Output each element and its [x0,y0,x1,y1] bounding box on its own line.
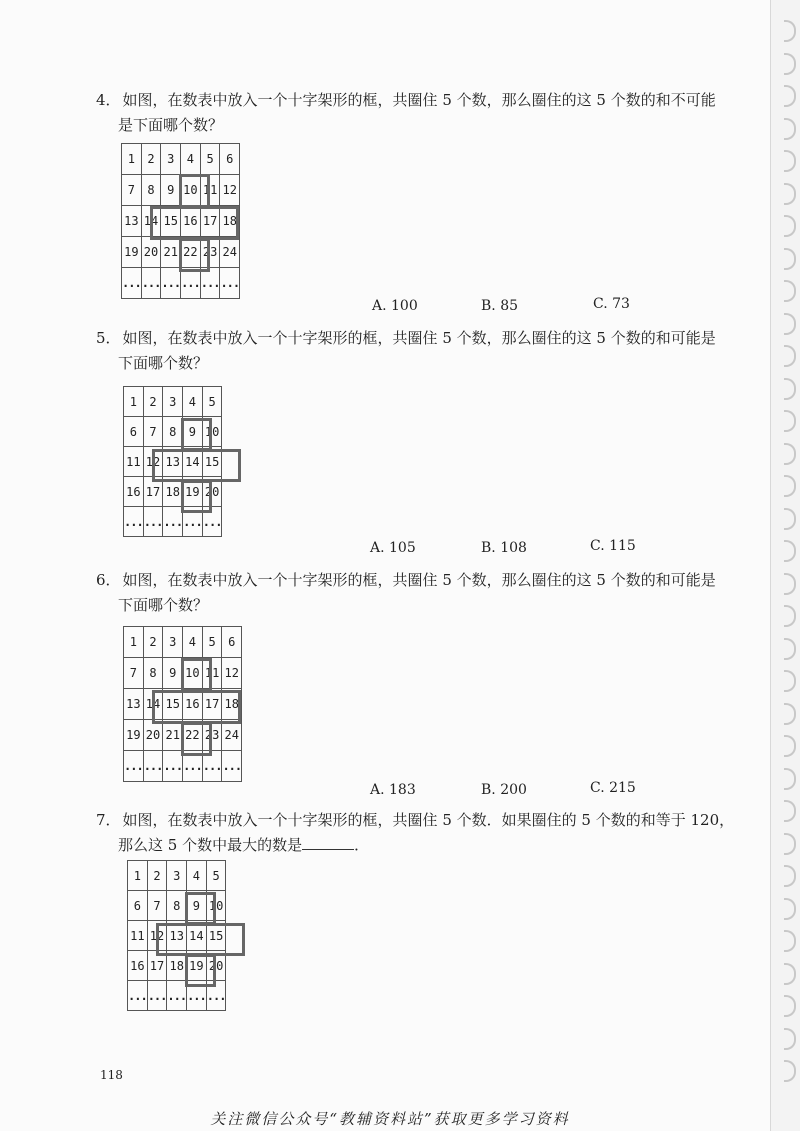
grid-cell: 13 [163,447,183,477]
grid-cell: 17 [200,206,220,237]
binding-ring [784,280,796,302]
grid-cell: 2 [143,627,163,658]
grid-cell: 21 [163,720,183,751]
grid-cell: 11 [202,658,222,689]
binding-ring [784,248,796,270]
grid-cell: ... [222,751,242,782]
grid-cell: 17 [143,477,163,507]
grid-cell: 13 [167,921,187,951]
grid-cell: 19 [122,237,142,268]
binding-ring [784,670,796,692]
grid-cell: 17 [202,689,222,720]
question-text: 如图，在数表中放入一个十字架形的框，共圈住 5 个数．如果圈住的 5 个数的和等于 120， [122,811,735,829]
grid-row [128,951,226,981]
grid-cell: 4 [183,627,203,658]
option-c[interactable]: C. 215 [590,780,636,796]
grid-cell: 6 [128,891,148,921]
grid-cell: 17 [147,951,167,981]
grid-cell: 8 [141,175,161,206]
grid-cell: 10 [206,891,226,921]
grid-cell: 10 [183,658,203,689]
grid-cell: 19 [124,720,144,751]
question-text-line2: 是下面哪个数？ [118,116,224,134]
question-7 [96,808,736,858]
grid-cell: 16 [128,951,148,981]
grid-cell: 1 [124,627,144,658]
grid-cell: ... [163,751,183,782]
grid-cell: ... [122,268,142,299]
grid-row [124,477,222,507]
grid-cell: 5 [202,387,222,417]
grid-cell: ... [124,751,144,782]
question-text-line2: 下面哪个数？ [118,596,209,614]
grid-cell: ... [202,751,222,782]
grid-cell: 20 [202,477,222,507]
binding-ring [784,53,796,75]
grid-cell: 12 [220,175,240,206]
binding-ring [784,85,796,107]
grid-cell: 4 [183,387,203,417]
grid-row [124,507,222,537]
grid-cell: 9 [187,891,207,921]
grid-cell: 14 [183,447,203,477]
binding-ring [784,118,796,140]
grid-cell: 8 [167,891,187,921]
question-text: 如图，在数表中放入一个十字架形的框，共圈住 5 个数，那么圈住的这 5 个数的和不可能 [122,91,716,109]
grid-cell: 2 [147,861,167,891]
grid-cell: 3 [167,861,187,891]
grid-cell: ... [143,751,163,782]
grid-cell: ... [143,507,163,537]
grid-row [124,751,242,782]
grid-cell: 20 [141,237,161,268]
grid-row [124,387,222,417]
grid-cell: 18 [163,477,183,507]
grid-cell: 7 [122,175,142,206]
grid-cell: 14 [187,921,207,951]
grid-cell: 10 [202,417,222,447]
grid-cell: 14 [143,689,163,720]
binding-ring [784,865,796,887]
grid-cell: 15 [163,689,183,720]
grid-cell: 10 [181,175,201,206]
binding-ring [784,995,796,1017]
grid-cell: ... [183,751,203,782]
grid-cell: 19 [183,477,203,507]
binding-ring [784,443,796,465]
grid-row [124,689,242,720]
grid-cell: ... [141,268,161,299]
binding-ring [784,833,796,855]
binding-ring [784,215,796,237]
grid-row [122,237,240,268]
grid-cell: 3 [163,387,183,417]
grid-cell: ... [124,507,144,537]
binding-ring [784,345,796,367]
option-a[interactable]: A. 100 [372,298,418,314]
grid-cell: 9 [163,658,183,689]
binding-ring [784,150,796,172]
grid-cell: 20 [143,720,163,751]
grid-cell: 8 [163,417,183,447]
grid-cell: 5 [202,627,222,658]
binding-ring [784,800,796,822]
binding-ring [784,963,796,985]
grid-cell: 9 [161,175,181,206]
option-b[interactable]: B. 85 [481,298,519,314]
grid-cell: 16 [183,689,203,720]
option-c[interactable]: C. 73 [593,296,630,312]
grid-cell: 8 [143,658,163,689]
grid-cell: 1 [122,144,142,175]
question-number: 4． [96,91,121,109]
question-text-line2: 下面哪个数？ [118,354,209,372]
grid-row [122,144,240,175]
binding-ring [784,410,796,432]
grid-cell: 2 [141,144,161,175]
grid-row [128,891,226,921]
grid-cell: 22 [181,237,201,268]
question-text-end: ． [354,836,370,854]
binding-ring [784,898,796,920]
grid-cell: ... [206,981,226,1011]
grid-cell: 2 [143,387,163,417]
grid-cell: 18 [220,206,240,237]
grid-cell: ... [161,268,181,299]
grid-row [124,417,222,447]
binding-ring [784,735,796,757]
grid-cell: 12 [147,921,167,951]
question-text-line2: 那么这 5 个数中最大的数是 [118,836,303,854]
grid-cell: 7 [124,658,144,689]
binding-ring [784,768,796,790]
grid-cell: 16 [181,206,201,237]
question-5 [96,326,736,376]
grid-cell: 6 [222,627,242,658]
grid-row [128,861,226,891]
grid-cell: 5 [200,144,220,175]
option-a[interactable]: A. 183 [370,782,416,798]
option-b[interactable]: B. 108 [481,540,527,556]
grid-row [122,206,240,237]
question-number: 6． [96,571,121,589]
binding-ring [784,703,796,725]
grid-cell: 20 [206,951,226,981]
grid-cell: 5 [206,861,226,891]
grid-row [124,627,242,658]
grid-cell: 23 [200,237,220,268]
option-c[interactable]: C. 115 [590,538,636,554]
binding-ring [784,20,796,42]
question-text: 如图，在数表中放入一个十字架形的框，共圈住 5 个数，那么圈住的这 5 个数的和可能是 [122,571,716,589]
question-6 [96,568,736,618]
spiral-binding [774,20,796,1110]
footer-text: 关注微信公众号“教辅资料站”获取更多学习资料 [210,1110,570,1128]
grid-cell: 18 [222,689,242,720]
grid-cell: ... [187,981,207,1011]
grid-cell: 21 [161,237,181,268]
grid-cell: ... [167,981,187,1011]
grid-cell: ... [181,268,201,299]
binding-ring [784,540,796,562]
grid-cell: 15 [206,921,226,951]
grid-cell: 12 [143,447,163,477]
option-a[interactable]: A. 105 [370,540,416,556]
grid-cell: 11 [200,175,220,206]
grid-cell: 13 [122,206,142,237]
grid-row [128,921,226,951]
binding-ring [784,1028,796,1050]
grid-cell: 4 [187,861,207,891]
question-number: 5． [96,329,121,347]
page-number: 118 [100,1068,123,1082]
grid-cell: 14 [141,206,161,237]
grid-cell: ... [128,981,148,1011]
grid-cell: ... [183,507,203,537]
grid-cell: 3 [163,627,183,658]
option-b[interactable]: B. 200 [481,782,527,798]
question-number: 7． [96,811,121,829]
grid-cell: ... [163,507,183,537]
binding-ring [784,930,796,952]
grid-cell: ... [202,507,222,537]
grid-row [122,268,240,299]
grid-cell: ... [220,268,240,299]
grid-cell: 13 [124,689,144,720]
grid-cell: 1 [128,861,148,891]
question-4 [96,88,736,138]
binding-ring [784,638,796,660]
binding-ring [784,573,796,595]
grid-cell: 7 [147,891,167,921]
grid-row [124,447,222,477]
binding-ring [784,475,796,497]
grid-cell: 12 [222,658,242,689]
grid-cell: 23 [202,720,222,751]
grid-cell: ... [200,268,220,299]
grid-cell: 6 [220,144,240,175]
grid-cell: 9 [183,417,203,447]
grid-cell: 3 [161,144,181,175]
binding-ring [784,378,796,400]
grid-row [124,658,242,689]
binding-ring [784,313,796,335]
binding-ring [784,605,796,627]
grid-row [124,720,242,751]
grid-row [128,981,226,1011]
question-text: 如图，在数表中放入一个十字架形的框，共圈住 5 个数，那么圈住的这 5 个数的和可能是 [122,329,716,347]
binding-ring [784,508,796,530]
answer-blank[interactable] [302,835,354,850]
grid-cell: 11 [128,921,148,951]
binding-ring [784,1060,796,1082]
grid-cell: 24 [220,237,240,268]
grid-cell: 11 [124,447,144,477]
grid-cell: 15 [161,206,181,237]
grid-cell: 1 [124,387,144,417]
grid-cell: 6 [124,417,144,447]
grid-cell: 4 [181,144,201,175]
binding-ring [784,183,796,205]
grid-cell: 19 [187,951,207,981]
grid-cell: 22 [183,720,203,751]
grid-cell: 7 [143,417,163,447]
grid-cell: 24 [222,720,242,751]
grid-cell: 16 [124,477,144,507]
grid-cell: ... [147,981,167,1011]
grid-cell: 18 [167,951,187,981]
grid-row [122,175,240,206]
grid-cell: 15 [202,447,222,477]
